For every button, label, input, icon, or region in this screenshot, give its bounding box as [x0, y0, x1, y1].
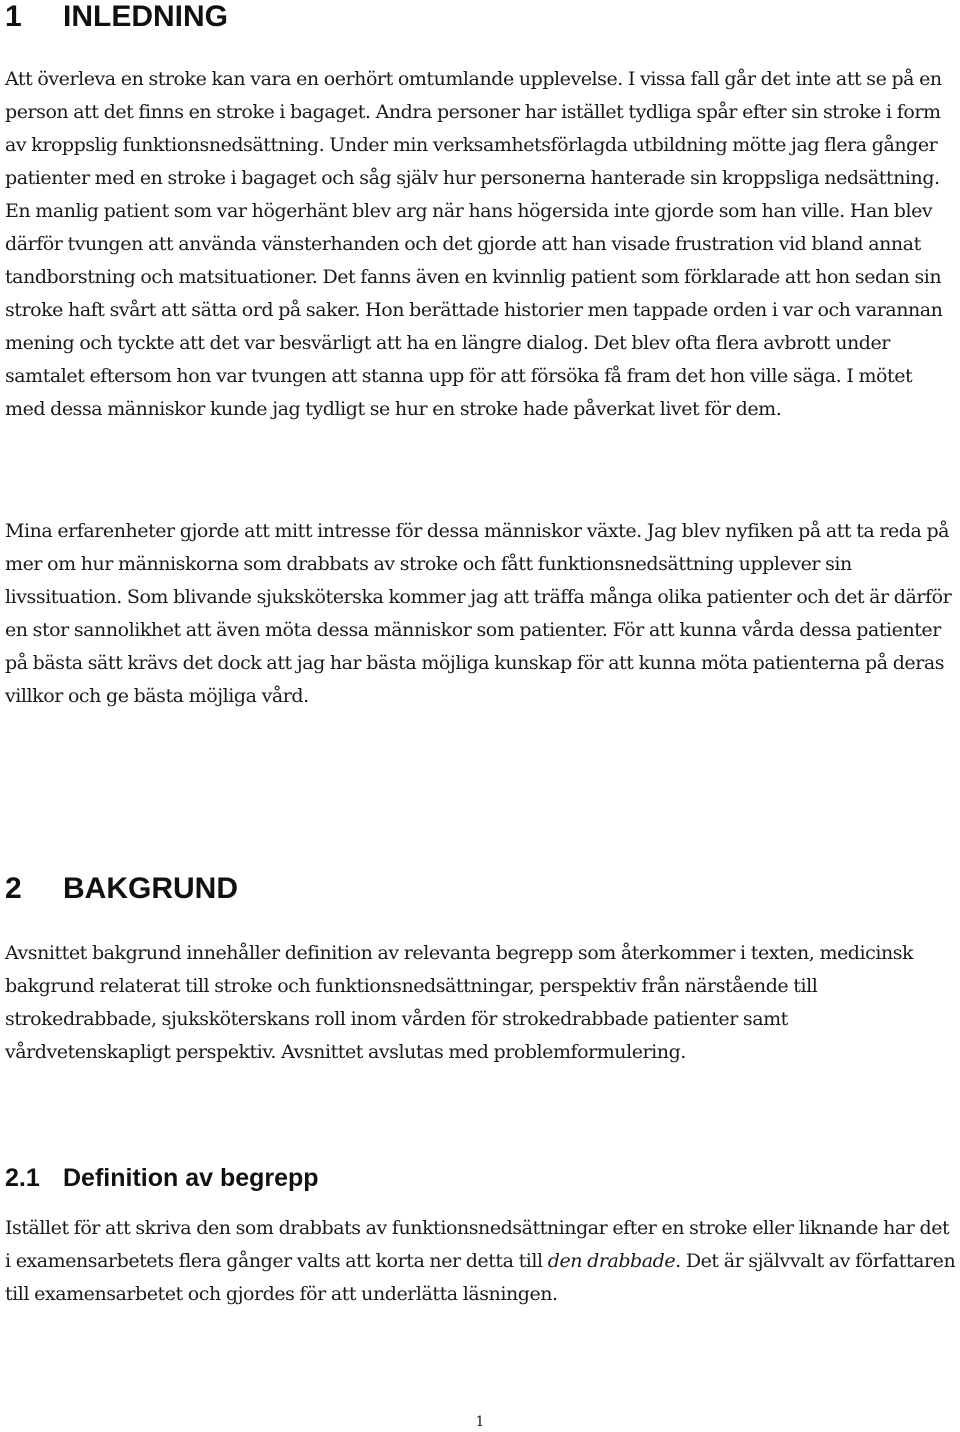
paragraph-text: . Det är självvalt av författaren till examensarbetet och gjordes för att underlätta läsningen. [5, 1250, 956, 1305]
italic-term: den drabbade [547, 1250, 676, 1272]
section-number: 1 [5, 0, 22, 33]
subsection-number: 2.1 [5, 1164, 40, 1192]
section-number: 2 [5, 872, 22, 905]
paragraph-bakgrund: Avsnittet bakgrund innehåller definition av relevanta begrepp som återkommer i texten, medicinsk bakgrund relaterat till stroke och funktionsnedsättningar, perspektiv från närstående till strokedrabbade, sjuksköterskans roll inom vården för strokedrabbade patienter samt vårdvetenskapligt perspektiv. Avsnittet avslutas med problemformulering. [5, 942, 914, 1063]
subsection-title: Definition av begrepp [63, 1164, 319, 1192]
paragraph-definition [5, 1212, 957, 1311]
section-heading-inledning [5, 0, 228, 34]
subsection-heading-definition [5, 1163, 319, 1193]
paragraph-inledning-2: Mina erfarenheter gjorde att mitt intresse för dessa människor växte. Jag blev nyfiken på att ta reda på mer om hur människorna som drabbats av stroke och fått funktionsnedsättning upplever sin livssituation. Som blivande sjuksköterska kommer jag att träffa många olika patienter och det är därför en stor sannolikhet att även möta dessa människor som patienter. För att kunna vårda dessa patienter på bästa sätt krävs det dock att jag har bästa möjliga kunskap för att kunna möta patienterna på deras villkor och ge bästa möjliga vård. [5, 520, 952, 707]
paragraph-text: Istället för att skriva den som drabbats av funktionsnedsättningar efter en stroke eller liknande har det i examensarbetets flera gånger valts att korta ner detta till [5, 1217, 950, 1272]
section-heading-bakgrund [5, 872, 238, 906]
section-title: INLEDNING [63, 0, 228, 33]
page-number: 1 [475, 1414, 485, 1430]
paragraph-inledning-1: Att överleva en stroke kan vara en oerhört omtumlande upplevelse. I vissa fall går det inte att se på en person att det finns en stroke i bagaget. Andra personer har istället tydliga spår efter sin stroke i form av kroppslig funktionsnedsättning. Under min verksamhetsförlagda utbildning mötte jag flera gånger patienter med en stroke i bagaget och såg själv hur personerna hanterade sin kroppsliga nedsättning. En manlig patient som var högerhänt blev arg när hans högersida inte gjorde som han ville. Han blev därför tvungen att använda vänsterhanden och det gjorde att han visade frustration vid bland annat tandborstning och matsituationer. Det fanns även en kvinnlig patient som förklarade att hon sedan sin stroke haft svårt att sätta ord på saker. Hon berättade historier men tappade orden i var och varannan mening och tyckte att det var besvärligt att ha en längre dialog. Det blev ofta flera avbrott under samtalet eftersom hon var tvungen att stanna upp för att försöka få fram det hon ville säga. I mötet med dessa människor kunde jag tydligt se hur en stroke hade påverkat livet för dem. [5, 68, 943, 420]
section-title: BAKGRUND [63, 872, 238, 905]
